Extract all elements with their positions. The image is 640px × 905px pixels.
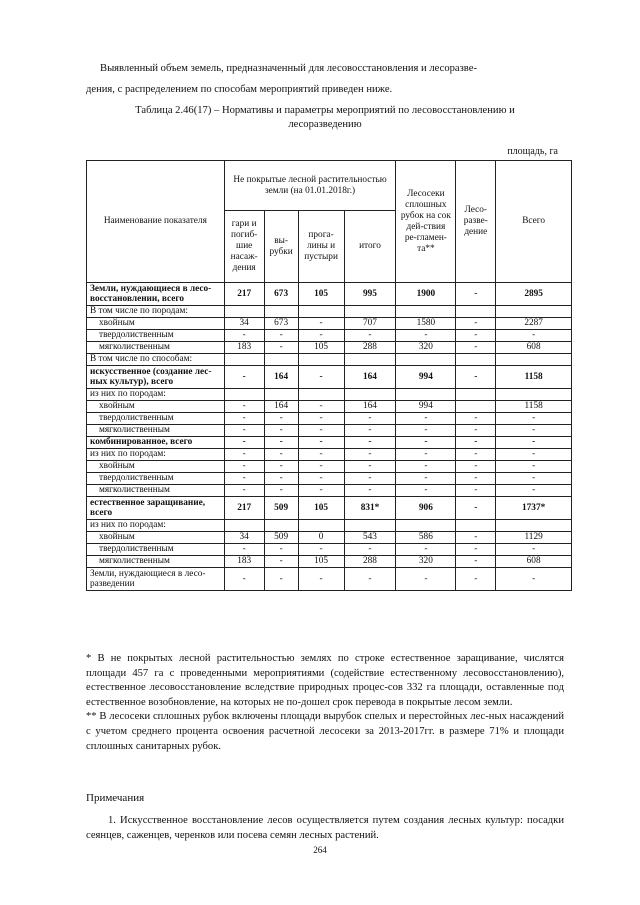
- row-cell: 105: [298, 283, 344, 306]
- table-units: площадь, га: [507, 146, 558, 157]
- row-cell: [344, 520, 396, 532]
- row-cell: 34: [224, 318, 264, 330]
- header-indicator: Наименование показателя: [87, 161, 225, 283]
- row-cell: -: [264, 413, 298, 425]
- remarks-item-1: 1. Искусственное восстановление лесов осуществляется путем создания лесных культур: посадки сеянцев, саженцев, черенков или посева семян лесных растений.: [86, 815, 564, 841]
- page-number: 264: [313, 845, 327, 855]
- table-row: [87, 544, 572, 556]
- row-cell: -: [298, 401, 344, 413]
- row-cell: 586: [396, 532, 456, 544]
- row-cell: -: [456, 544, 496, 556]
- table-caption-line-2: лесоразведению: [288, 119, 362, 130]
- row-cell: -: [224, 425, 264, 437]
- row-cell: -: [456, 473, 496, 485]
- table-row: [87, 473, 572, 485]
- row-cell: -: [344, 449, 396, 461]
- row-label: хвойным: [87, 401, 225, 413]
- row-cell: 183: [224, 342, 264, 354]
- row-cell: -: [496, 437, 572, 449]
- row-cell: -: [298, 413, 344, 425]
- row-label: мягколиственным: [87, 342, 225, 354]
- row-label: из них по породам:: [87, 449, 225, 461]
- row-label: Земли, нуждающиеся в лесо-разведении: [87, 568, 225, 591]
- row-cell: -: [396, 473, 456, 485]
- row-cell: [298, 354, 344, 366]
- row-cell: -: [344, 330, 396, 342]
- table-row: [87, 318, 572, 330]
- table-row: [87, 283, 572, 306]
- row-cell: -: [456, 437, 496, 449]
- footnotes: [86, 652, 564, 754]
- row-cell: -: [396, 485, 456, 497]
- row-cell: -: [298, 461, 344, 473]
- table-row: [87, 520, 572, 532]
- header-glades: прога-лины и пустыри: [298, 211, 344, 283]
- row-cell: -: [396, 461, 456, 473]
- row-label: мягколиственным: [87, 556, 225, 568]
- row-label: из них по породам:: [87, 389, 225, 401]
- row-cell: -: [344, 485, 396, 497]
- table-row: [87, 437, 572, 449]
- row-label: мягколиственным: [87, 425, 225, 437]
- table-row: [87, 413, 572, 425]
- row-cell: -: [456, 366, 496, 389]
- row-cell: [298, 389, 344, 401]
- row-cell: [456, 306, 496, 318]
- row-cell: -: [298, 366, 344, 389]
- row-cell: 1158: [496, 366, 572, 389]
- table-row: [87, 532, 572, 544]
- row-cell: 509: [264, 497, 298, 520]
- row-cell: [456, 354, 496, 366]
- row-cell: -: [264, 485, 298, 497]
- row-label: твердолиственным: [87, 544, 225, 556]
- row-cell: -: [344, 437, 396, 449]
- row-cell: -: [456, 413, 496, 425]
- footnote-1: * В не покрытых лесной растительностью землях по строке естественное заращивание, числятся площади 457 га с проведенными мероприятиями (содействие естественному лесовосстановлению), естественное лесовосстановление вследствие природных процес-сов 332 га площади, оставленные под естественное возобновление, на которых не по-дошел срок перевода в покрытые лесом земли.: [86, 653, 564, 708]
- row-cell: -: [396, 437, 456, 449]
- table-row: [87, 449, 572, 461]
- row-label: комбинированное, всего: [87, 437, 225, 449]
- row-cell: -: [456, 425, 496, 437]
- row-cell: [344, 389, 396, 401]
- row-cell: 183: [224, 556, 264, 568]
- row-cell: -: [264, 473, 298, 485]
- row-cell: -: [396, 544, 456, 556]
- row-cell: 164: [344, 366, 396, 389]
- table-row: [87, 366, 572, 389]
- row-cell: -: [264, 544, 298, 556]
- row-cell: [264, 389, 298, 401]
- row-cell: [496, 389, 572, 401]
- row-cell: [496, 306, 572, 318]
- row-cell: -: [344, 413, 396, 425]
- norms-table: [86, 160, 572, 591]
- row-cell: 543: [344, 532, 396, 544]
- row-cell: -: [264, 449, 298, 461]
- row-cell: -: [456, 330, 496, 342]
- row-cell: 217: [224, 497, 264, 520]
- row-cell: -: [456, 283, 496, 306]
- row-cell: -: [298, 318, 344, 330]
- intro-line-2: дения, с распределением по способам мероприятий приведен ниже.: [86, 84, 393, 95]
- row-cell: [456, 401, 496, 413]
- row-cell: [224, 354, 264, 366]
- row-cell: [224, 389, 264, 401]
- row-cell: -: [224, 330, 264, 342]
- row-cell: -: [456, 342, 496, 354]
- row-cell: 1580: [396, 318, 456, 330]
- row-label: твердолиственным: [87, 330, 225, 342]
- row-cell: -: [456, 532, 496, 544]
- row-label: из них по породам:: [87, 520, 225, 532]
- table-row: [87, 556, 572, 568]
- row-cell: -: [264, 330, 298, 342]
- header-all: Всего: [496, 161, 572, 283]
- row-cell: -: [496, 330, 572, 342]
- table-row: [87, 354, 572, 366]
- row-label: хвойным: [87, 532, 225, 544]
- row-cell: [396, 389, 456, 401]
- row-cell: -: [264, 342, 298, 354]
- table-row: [87, 342, 572, 354]
- table-row: [87, 461, 572, 473]
- row-cell: -: [224, 449, 264, 461]
- row-cell: [456, 520, 496, 532]
- row-cell: -: [396, 413, 456, 425]
- row-cell: -: [264, 437, 298, 449]
- row-cell: -: [496, 473, 572, 485]
- row-cell: [344, 306, 396, 318]
- row-cell: -: [224, 401, 264, 413]
- row-cell: -: [264, 461, 298, 473]
- row-label: искусственное (создание лес-ных культур), всего: [87, 366, 225, 389]
- row-cell: -: [496, 413, 572, 425]
- row-label: хвойным: [87, 318, 225, 330]
- row-cell: -: [298, 544, 344, 556]
- row-label: Земли, нуждающиеся в лесо-восстановлении, всего: [87, 283, 225, 306]
- row-cell: 288: [344, 556, 396, 568]
- row-cell: -: [224, 485, 264, 497]
- row-cell: [224, 306, 264, 318]
- row-cell: [298, 520, 344, 532]
- row-cell: -: [298, 568, 344, 591]
- row-cell: 105: [298, 556, 344, 568]
- row-cell: [396, 520, 456, 532]
- table-caption: [86, 104, 564, 132]
- intro-line-1: Выявленный объем земель, предназначенный для лесовосстановления и лесоразве-: [100, 63, 477, 74]
- row-cell: -: [298, 437, 344, 449]
- row-cell: -: [264, 556, 298, 568]
- row-cell: -: [224, 437, 264, 449]
- table-caption-line-1: Таблица 2.46(17) – Нормативы и параметры мероприятий по лесовосстановлению и: [135, 105, 515, 116]
- row-cell: -: [456, 497, 496, 520]
- row-cell: [496, 354, 572, 366]
- row-cell: [344, 354, 396, 366]
- header-not-covered: Не покрытые лесной растительностью земли (на 01.01.2018г.): [224, 161, 396, 211]
- row-cell: 320: [396, 556, 456, 568]
- row-cell: 1737*: [496, 497, 572, 520]
- row-cell: -: [344, 544, 396, 556]
- row-cell: -: [496, 544, 572, 556]
- row-cell: 320: [396, 342, 456, 354]
- row-label: хвойным: [87, 461, 225, 473]
- row-cell: -: [224, 568, 264, 591]
- row-cell: 906: [396, 497, 456, 520]
- row-cell: 164: [264, 401, 298, 413]
- row-cell: -: [396, 330, 456, 342]
- row-cell: 2895: [496, 283, 572, 306]
- row-cell: -: [344, 425, 396, 437]
- row-label: естественное заращивание, всего: [87, 497, 225, 520]
- row-cell: 105: [298, 497, 344, 520]
- row-cell: [224, 520, 264, 532]
- table-row: [87, 568, 572, 591]
- row-cell: -: [456, 449, 496, 461]
- table-row: [87, 330, 572, 342]
- header-afforestation: Лесо-разве-дение: [456, 161, 496, 283]
- row-label: твердолиственным: [87, 413, 225, 425]
- row-label: твердолиственным: [87, 473, 225, 485]
- table-row: [87, 389, 572, 401]
- row-cell: 34: [224, 532, 264, 544]
- row-cell: [264, 306, 298, 318]
- row-cell: [298, 306, 344, 318]
- row-cell: [264, 354, 298, 366]
- row-cell: -: [396, 449, 456, 461]
- row-cell: -: [224, 544, 264, 556]
- row-cell: -: [456, 485, 496, 497]
- row-cell: 707: [344, 318, 396, 330]
- header-total-nc: итого: [344, 211, 396, 283]
- row-cell: [264, 520, 298, 532]
- row-cell: -: [298, 449, 344, 461]
- row-cell: [456, 389, 496, 401]
- row-cell: 608: [496, 556, 572, 568]
- row-cell: -: [496, 425, 572, 437]
- header-burnt: гари и погиб-шие насаж-дения: [224, 211, 264, 283]
- header-clearcut: Лесосеки сплошных рубок на сок дей-ствия ре-гламен-та**: [396, 161, 456, 283]
- row-cell: 1900: [396, 283, 456, 306]
- row-cell: -: [298, 485, 344, 497]
- row-cell: -: [456, 568, 496, 591]
- row-cell: 608: [496, 342, 572, 354]
- row-cell: 994: [396, 401, 456, 413]
- row-cell: 0: [298, 532, 344, 544]
- row-cell: -: [496, 485, 572, 497]
- row-cell: -: [456, 318, 496, 330]
- row-cell: -: [496, 449, 572, 461]
- table-row: [87, 497, 572, 520]
- row-cell: -: [496, 568, 572, 591]
- row-cell: 509: [264, 532, 298, 544]
- table-row: [87, 425, 572, 437]
- row-cell: 994: [396, 366, 456, 389]
- remarks-title: Примечания: [86, 792, 145, 804]
- row-cell: -: [344, 461, 396, 473]
- row-cell: 1129: [496, 532, 572, 544]
- row-cell: -: [456, 461, 496, 473]
- table-row: [87, 401, 572, 413]
- row-cell: -: [298, 425, 344, 437]
- row-cell: -: [264, 568, 298, 591]
- row-cell: 831*: [344, 497, 396, 520]
- row-cell: 2287: [496, 318, 572, 330]
- row-cell: 164: [264, 366, 298, 389]
- row-cell: 217: [224, 283, 264, 306]
- row-cell: -: [298, 473, 344, 485]
- row-cell: -: [298, 330, 344, 342]
- row-label: В том числе по способам:: [87, 354, 225, 366]
- row-cell: -: [344, 473, 396, 485]
- row-label: В том числе по породам:: [87, 306, 225, 318]
- table-row: [87, 306, 572, 318]
- row-cell: 673: [264, 318, 298, 330]
- header-cuttings: вы-рубки: [264, 211, 298, 283]
- row-cell: -: [224, 473, 264, 485]
- row-label: мягколиственным: [87, 485, 225, 497]
- row-cell: -: [456, 556, 496, 568]
- row-cell: -: [396, 568, 456, 591]
- row-cell: -: [396, 425, 456, 437]
- row-cell: -: [344, 568, 396, 591]
- row-cell: [396, 306, 456, 318]
- intro-paragraph: [86, 58, 564, 100]
- row-cell: -: [496, 461, 572, 473]
- row-cell: [396, 354, 456, 366]
- row-cell: 105: [298, 342, 344, 354]
- row-cell: 164: [344, 401, 396, 413]
- row-cell: 995: [344, 283, 396, 306]
- table-row: [87, 485, 572, 497]
- row-cell: 1158: [496, 401, 572, 413]
- row-cell: -: [224, 366, 264, 389]
- footnote-2: ** В лесосеки сплошных рубок включены площади вырубок спелых и перестойных лес-ных насаждений с учетом среднего процента освоения расчетной лесосеки за 2013-2017гг. в размере 71% и площади сплошных санитарных рубок.: [86, 711, 564, 752]
- row-cell: [496, 520, 572, 532]
- row-cell: 288: [344, 342, 396, 354]
- row-cell: -: [264, 425, 298, 437]
- row-cell: 673: [264, 283, 298, 306]
- row-cell: -: [224, 413, 264, 425]
- row-cell: -: [224, 461, 264, 473]
